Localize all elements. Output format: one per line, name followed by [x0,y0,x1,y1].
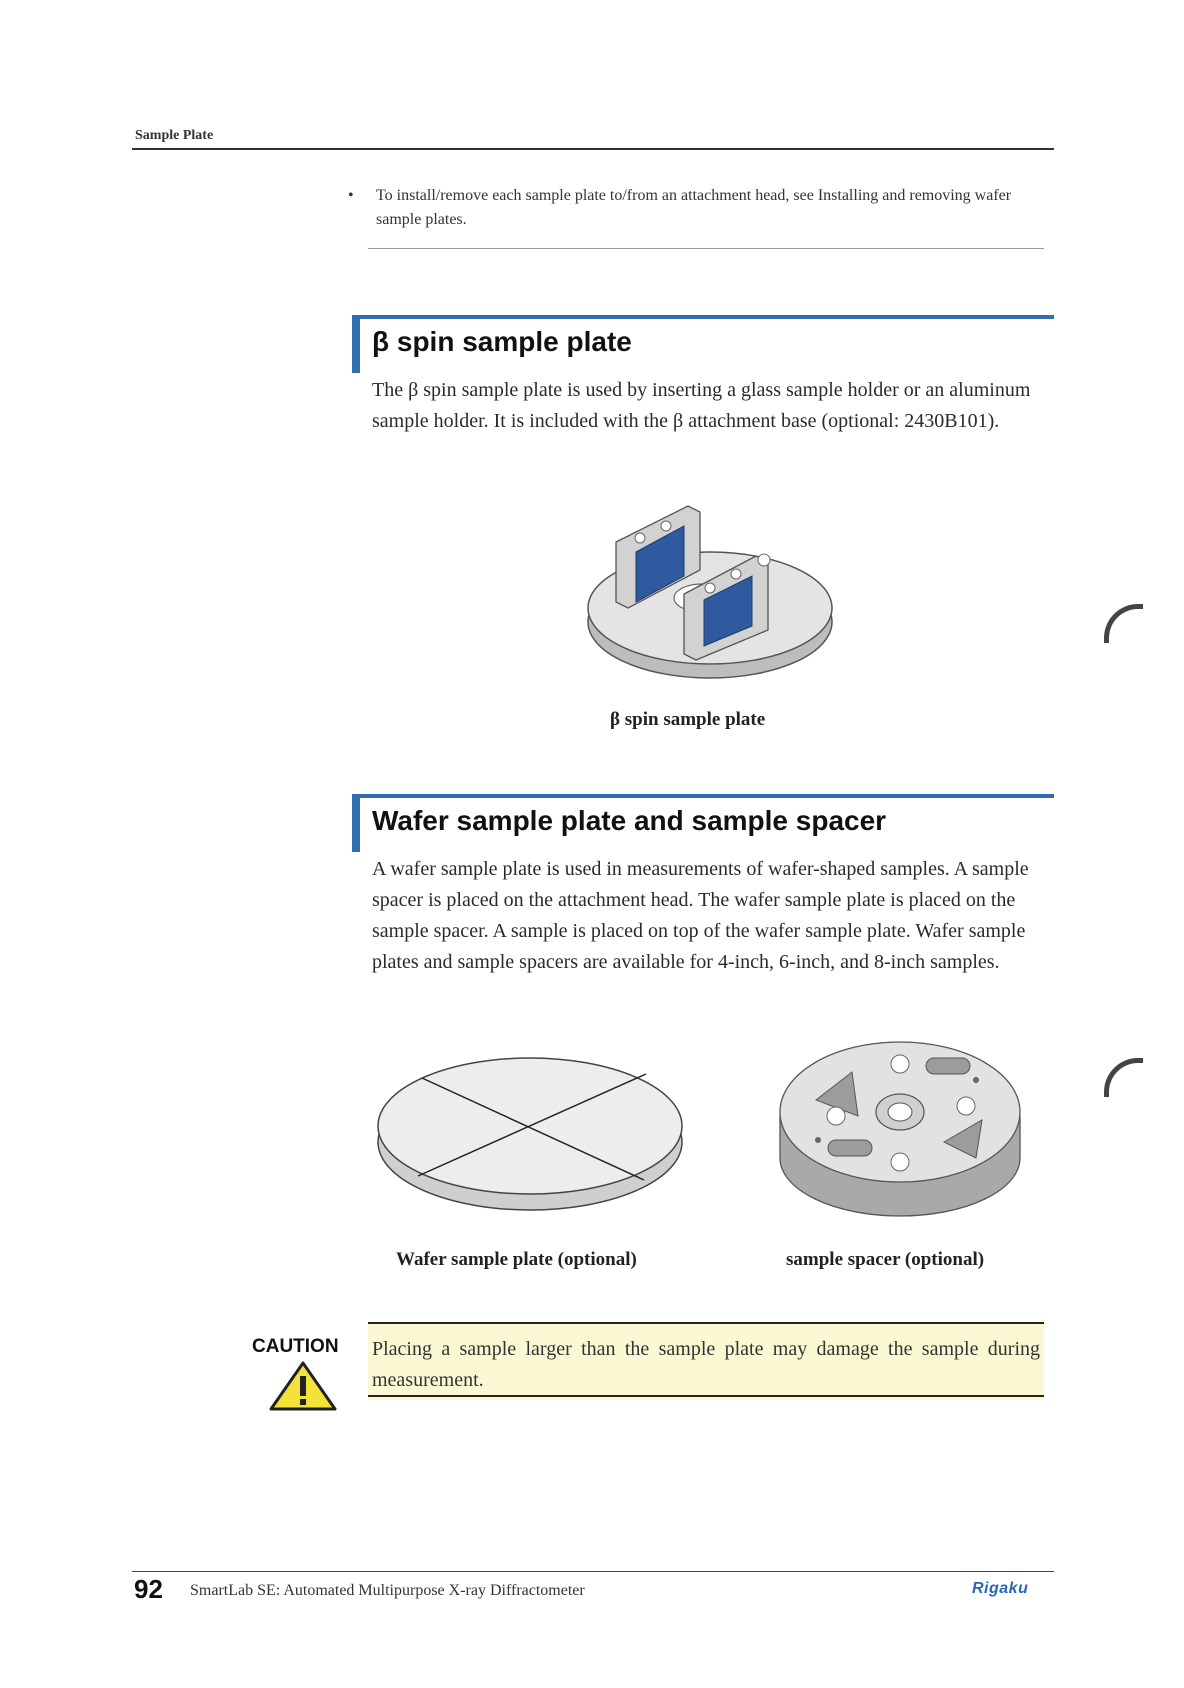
edge-mark [1104,604,1143,643]
intro-note [348,184,1016,232]
caution-top-rule [368,1322,1044,1324]
section-body-beta-spin: The β spin sample plate is used by inserting a glass sample holder or an aluminum sample holder. It is included with the β attachment base (optional: 2430B101). [372,379,1031,432]
footer-rule [132,1571,1054,1572]
figure-caption-spacer: sample spacer (optional) [786,1249,985,1270]
bullet-marker: • [348,187,354,204]
caution-text: Placing a sample larger than the sample plate may damage the sample during measurement. [372,1338,1040,1391]
sample-spacer-illustration [776,1030,1026,1230]
running-header: Sample Plate [135,128,214,143]
section-title-beta-spin: β spin sample plate [372,326,632,357]
section-top-rule [352,315,1054,319]
page-number: 92 [134,1574,163,1604]
brand-logo: Rigaku [972,1580,1029,1597]
warning-triangle-icon [268,1360,338,1412]
header-rule [132,148,1054,150]
edge-mark [1104,1058,1143,1097]
footer-doc-title: SmartLab SE: Automated Multipurpose X-ray Diffractometer [190,1582,585,1599]
section-top-rule [352,794,1054,798]
section-body-wafer: A wafer sample plate is used in measurements of wafer-shaped samples. A sample spacer is placed on the attachment head. The wafer sample plate is placed on the sample spacer. A sample is placed on top of the wafer sample plate. Wafer sample plates and sample spacers are available for 4-inch, 6-inch, and 8-inch samples. [372,858,1029,973]
section-accent-bar [352,315,360,373]
wafer-plate-illustration [372,1038,692,1218]
beta-spin-plate-illustration [580,490,840,690]
intro-note-text: To install/remove each sample plate to/from an attachment head, see Installing and removing wafer sample plates. [376,187,1012,228]
divider-rule [368,248,1044,249]
section-accent-bar [352,794,360,852]
section-title-wafer: Wafer sample plate and sample spacer [372,805,887,836]
caution-label: CAUTION [252,1336,339,1357]
figure-caption-beta-spin: β spin sample plate [610,709,766,730]
figure-caption-wafer-plate: Wafer sample plate (optional) [396,1249,637,1270]
